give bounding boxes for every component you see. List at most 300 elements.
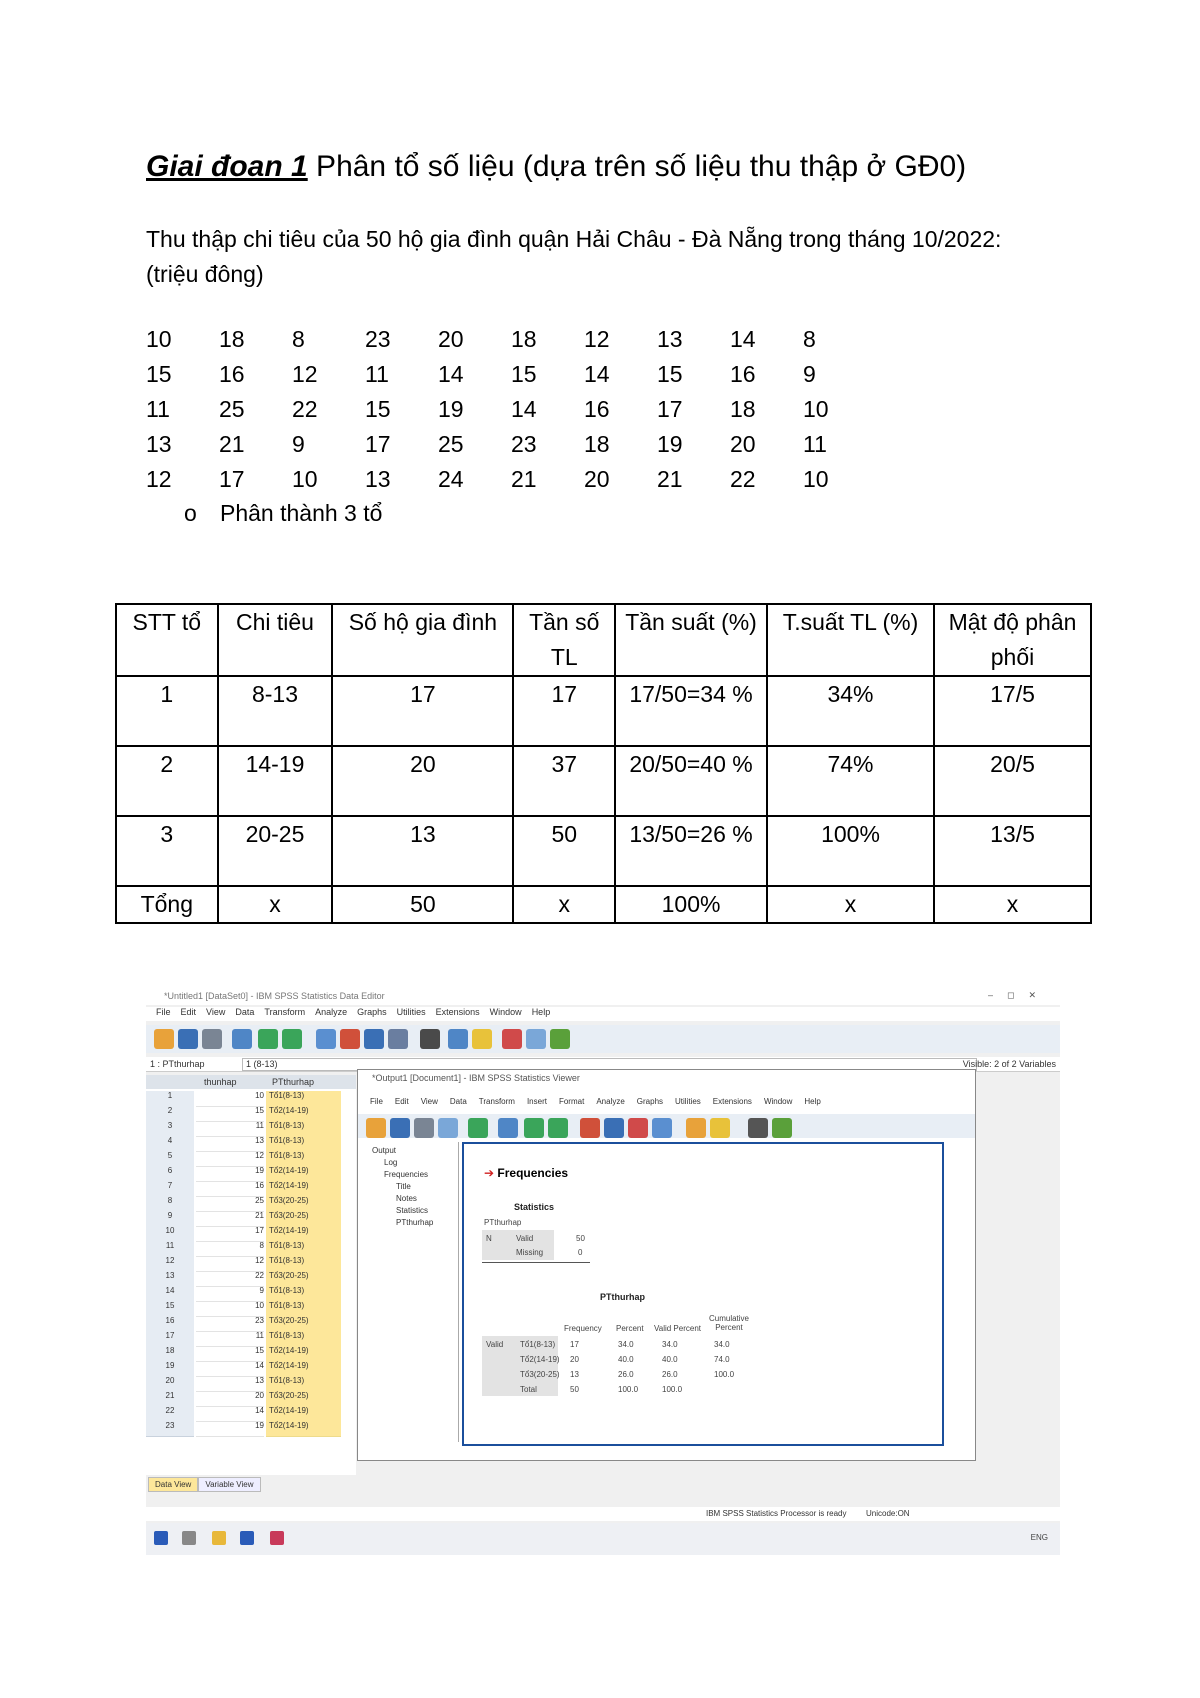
viewer-menu-item[interactable]: Format xyxy=(558,1097,585,1106)
row-number[interactable]: 2 xyxy=(146,1106,194,1122)
raw-data-value: 20 xyxy=(438,326,464,352)
find-icon[interactable] xyxy=(420,1029,440,1049)
raw-data-value: 19 xyxy=(657,431,683,457)
table-cell: 100% xyxy=(615,886,767,923)
ptthurhap-cell[interactable]: Tổ2(14-19) xyxy=(266,1346,341,1362)
thunhap-cell[interactable]: 13 xyxy=(196,1136,264,1152)
outline-item[interactable]: Title xyxy=(396,1182,411,1191)
thunhap-cell[interactable]: 15 xyxy=(196,1346,264,1362)
viewer-menu-item[interactable]: File xyxy=(370,1097,383,1106)
freq-output-cell: Total xyxy=(520,1385,537,1394)
ptthurhap-cell[interactable]: Tổ1(8-13) xyxy=(266,1376,341,1392)
raw-data-value: 10 xyxy=(803,466,829,492)
freq-output-cell: 40.0 xyxy=(662,1355,678,1364)
outline-item[interactable]: Notes xyxy=(396,1194,417,1203)
raw-data-value: 20 xyxy=(730,431,756,457)
raw-data-value: 17 xyxy=(219,466,245,492)
table-header: Tần suất (%) xyxy=(615,604,767,676)
statistics-title: Statistics xyxy=(514,1202,555,1212)
table-cell: x xyxy=(934,886,1091,923)
row-number[interactable]: 3 xyxy=(146,1121,194,1137)
toolbar xyxy=(146,1025,1060,1053)
cell-reference: 1 : PTthurhap xyxy=(150,1059,205,1069)
row-number[interactable]: 5 xyxy=(146,1151,194,1167)
thunhap-cell[interactable]: 12 xyxy=(196,1256,264,1272)
raw-data-value: 14 xyxy=(511,396,537,422)
viewer-menu-item[interactable]: Insert xyxy=(526,1097,547,1106)
processor-status: IBM SPSS Statistics Processor is ready xyxy=(706,1509,847,1518)
raw-data-value: 14 xyxy=(438,361,464,387)
thunhap-cell[interactable]: 9 xyxy=(196,1286,264,1302)
ptthurhap-cell[interactable]: Tổ3(20-25) xyxy=(266,1391,341,1407)
outline-item[interactable]: Log xyxy=(384,1158,398,1167)
menu-bar xyxy=(146,1007,1060,1021)
raw-data-value: 18 xyxy=(219,326,245,352)
viewer-insert-icon[interactable] xyxy=(772,1118,792,1138)
stats-valid-value: 50 xyxy=(576,1234,585,1243)
raw-data-value: 12 xyxy=(146,466,172,492)
table-header: STT tổ xyxy=(116,604,218,676)
store-icon[interactable] xyxy=(240,1531,254,1545)
system-tray-language[interactable]: ENG xyxy=(1030,1533,1048,1542)
raw-data-value: 17 xyxy=(657,396,683,422)
raw-data-value: 9 xyxy=(803,361,816,387)
table-cell: 50 xyxy=(513,816,615,886)
output-pane xyxy=(462,1142,944,1446)
bullet-marker: o xyxy=(184,500,197,526)
viewer-undo-icon[interactable] xyxy=(524,1118,544,1138)
raw-data-row xyxy=(146,326,876,361)
freq-output-cell: Tổ1(8-13) xyxy=(520,1340,556,1349)
row-number[interactable]: 11 xyxy=(146,1241,194,1257)
viewer-menu-item[interactable]: View xyxy=(420,1097,438,1106)
raw-data-value: 10 xyxy=(146,326,172,352)
thunhap-cell[interactable]: 25 xyxy=(196,1196,264,1212)
row-number[interactable]: 19 xyxy=(146,1361,194,1377)
raw-data-value: 23 xyxy=(365,326,391,352)
viewer-chart-icon[interactable] xyxy=(628,1118,648,1138)
grid-header-ptthurhap[interactable]: PTthurhap xyxy=(272,1077,315,1087)
window-controls[interactable]: –◻✕ xyxy=(987,990,1050,1000)
menu-item[interactable]: Window xyxy=(489,1007,522,1017)
row-number[interactable]: 12 xyxy=(146,1256,194,1272)
thunhap-cell[interactable]: 13 xyxy=(196,1376,264,1392)
raw-data-value: 11 xyxy=(365,361,389,387)
thunhap-cell[interactable]: 20 xyxy=(196,1391,264,1407)
menu-item[interactable]: File xyxy=(156,1007,171,1017)
ptthurhap-cell[interactable]: Tổ3(20-25) xyxy=(266,1316,341,1332)
viewer-save-icon[interactable] xyxy=(390,1118,410,1138)
thunhap-cell[interactable]: 11 xyxy=(196,1331,264,1347)
ptthurhap-cell[interactable]: Tổ1(8-13) xyxy=(266,1151,341,1167)
row-number[interactable]: 4 xyxy=(146,1136,194,1152)
table-cell: 17/5 xyxy=(934,676,1091,746)
raw-data-value: 11 xyxy=(146,396,170,422)
heading-rest: Phân tổ số liệu (dựa trên số liệu thu thập ở GĐ0) xyxy=(307,150,967,183)
table-header: Số hộ gia đình xyxy=(332,604,513,676)
thunhap-cell[interactable]: 10 xyxy=(196,1091,264,1107)
thunhap-cell[interactable]: 22 xyxy=(196,1271,264,1287)
table-row xyxy=(116,816,1091,886)
thunhap-cell[interactable]: 10 xyxy=(196,1301,264,1317)
row-number[interactable]: 9 xyxy=(146,1211,194,1227)
table-cell: 100% xyxy=(767,816,934,886)
freq-valid-label: Valid xyxy=(486,1340,504,1349)
raw-data-value: 18 xyxy=(730,396,756,422)
file-explorer-icon[interactable] xyxy=(212,1531,226,1545)
row-number[interactable]: 8 xyxy=(146,1196,194,1212)
undo-icon[interactable] xyxy=(258,1029,278,1049)
thunhap-cell[interactable]: 16 xyxy=(196,1181,264,1197)
raw-data-value: 13 xyxy=(146,431,172,457)
bullet-item xyxy=(184,500,382,527)
raw-data-value: 17 xyxy=(365,431,391,457)
table-row xyxy=(116,746,1091,816)
grid-header xyxy=(146,1075,356,1089)
raw-data-value: 16 xyxy=(219,361,245,387)
ptthurhap-cell[interactable]: Tổ2(14-19) xyxy=(266,1421,341,1437)
goto-variable-icon[interactable] xyxy=(340,1029,360,1049)
raw-data-row xyxy=(146,361,876,396)
raw-data-value: 15 xyxy=(511,361,537,387)
viewer-menu xyxy=(358,1096,975,1108)
freq-output-cell: 50 xyxy=(570,1385,579,1394)
start-icon[interactable] xyxy=(154,1531,168,1545)
ptthurhap-cell[interactable]: Tổ2(14-19) xyxy=(266,1166,341,1182)
menu-item[interactable]: Edit xyxy=(180,1007,197,1017)
thunhap-cell[interactable]: 15 xyxy=(196,1106,264,1122)
thunhap-cell[interactable]: 19 xyxy=(196,1421,264,1437)
row-number[interactable]: 13 xyxy=(146,1271,194,1287)
raw-data-value: 24 xyxy=(438,466,464,492)
raw-data-value: 25 xyxy=(438,431,464,457)
thunhap-cell[interactable]: 19 xyxy=(196,1166,264,1182)
raw-data-value: 16 xyxy=(730,361,756,387)
dialog-recall-icon[interactable] xyxy=(232,1029,252,1049)
thunhap-cell[interactable]: 12 xyxy=(196,1151,264,1167)
table-cell: x xyxy=(513,886,615,923)
raw-data-row xyxy=(146,396,876,431)
raw-data-value: 22 xyxy=(730,466,756,492)
menu-item[interactable]: View xyxy=(206,1007,226,1017)
thunhap-cell[interactable]: 8 xyxy=(196,1241,264,1257)
viewer-menu-item[interactable]: Extensions xyxy=(712,1097,752,1106)
outline-tree xyxy=(358,1142,459,1442)
viewer-redo-icon[interactable] xyxy=(548,1118,568,1138)
spss-screenshot xyxy=(146,987,1060,1555)
table-cell: 17/50=34 % xyxy=(615,676,767,746)
raw-data-value: 15 xyxy=(365,396,391,422)
ptthurhap-cell[interactable]: Tổ1(8-13) xyxy=(266,1091,341,1107)
stats-variable: PTthurhap xyxy=(484,1218,522,1227)
data-grid xyxy=(146,1075,356,1475)
viewer-open-icon[interactable] xyxy=(366,1118,386,1138)
print-icon[interactable] xyxy=(202,1029,222,1049)
table-cell: 20/50=40 % xyxy=(615,746,767,816)
stats-missing-value: 0 xyxy=(578,1248,583,1257)
ptthurhap-cell[interactable]: Tổ1(8-13) xyxy=(266,1241,341,1257)
freq-output-cell: 17 xyxy=(570,1340,579,1349)
ptthurhap-cell[interactable]: Tổ1(8-13) xyxy=(266,1136,341,1152)
stats-valid-label: Valid xyxy=(516,1234,534,1243)
raw-data-value: 15 xyxy=(657,361,683,387)
freq-table-title: PTthurhap xyxy=(600,1292,645,1302)
viewer-menu-item[interactable]: Utilities xyxy=(675,1097,701,1106)
viewer-recall-icon[interactable] xyxy=(498,1118,518,1138)
freq-output-cell: 100.0 xyxy=(662,1385,683,1394)
table-cell: x xyxy=(218,886,333,923)
row-number[interactable]: 7 xyxy=(146,1181,194,1197)
intro-text: Thu thập chi tiêu của 50 hộ gia đình quận Hải Châu - Đà Nẵng trong tháng 10/2022: (triệu đông) xyxy=(146,226,1002,287)
viewer-menu-item[interactable]: Graphs xyxy=(636,1097,664,1106)
row-number[interactable]: 18 xyxy=(146,1346,194,1362)
menu-item[interactable]: Graphs xyxy=(357,1007,387,1017)
heading-lead: Giai đoan 1 xyxy=(146,150,308,183)
table-cell: 13/50=26 % xyxy=(615,816,767,886)
viewer-hide-icon[interactable] xyxy=(748,1118,768,1138)
raw-data-value: 9 xyxy=(292,431,305,457)
raw-data-value: 21 xyxy=(657,466,683,492)
table-cell: 37 xyxy=(513,746,615,816)
table-cell: 17 xyxy=(332,676,513,746)
freq-output-cell: 13 xyxy=(570,1370,579,1379)
table-header: Chi tiêu xyxy=(218,604,333,676)
save-icon[interactable] xyxy=(178,1029,198,1049)
raw-data-value: 8 xyxy=(292,326,305,352)
outline-item[interactable]: PTthurhap xyxy=(396,1218,434,1227)
table-cell: 20/5 xyxy=(934,746,1091,816)
open-icon[interactable] xyxy=(154,1029,174,1049)
goto-case-icon[interactable] xyxy=(316,1029,336,1049)
table-icon[interactable] xyxy=(472,1029,492,1049)
raw-data-value: 16 xyxy=(584,396,610,422)
stats-n: N xyxy=(486,1234,492,1243)
viewer-menu-item[interactable]: Window xyxy=(763,1097,793,1106)
table-cell: Tổng xyxy=(116,886,218,923)
raw-data-value: 18 xyxy=(584,431,610,457)
menu-item[interactable]: Analyze xyxy=(315,1007,348,1017)
freq-output-cell: Tổ2(14-19) xyxy=(520,1355,560,1364)
table-cell: 2 xyxy=(116,746,218,816)
viewer-title: *Output1 [Document1] - IBM SPSS Statistics Viewer xyxy=(372,1073,580,1083)
freq-output-cell: 34.0 xyxy=(662,1340,678,1349)
viewer-export-icon[interactable] xyxy=(468,1118,488,1138)
redo-icon[interactable] xyxy=(282,1029,302,1049)
output-viewer-window xyxy=(357,1069,976,1461)
grid-icon[interactable] xyxy=(448,1029,468,1049)
table-cell: 3 xyxy=(116,816,218,886)
ptthurhap-cell[interactable]: Tổ3(20-25) xyxy=(266,1211,341,1227)
viewer-designate-icon[interactable] xyxy=(686,1118,706,1138)
window-title: *Untitled1 [DataSet0] - IBM SPSS Statistics Data Editor xyxy=(164,991,385,1001)
raw-data-value: 10 xyxy=(292,466,318,492)
outline-item[interactable]: Statistics xyxy=(396,1206,429,1215)
cell-value[interactable]: 1 (8-13) xyxy=(242,1058,977,1071)
table-cell: 8-13 xyxy=(218,676,333,746)
menu-item[interactable]: Data xyxy=(235,1007,255,1017)
row-number[interactable]: 14 xyxy=(146,1286,194,1302)
viewer-menu-item[interactable]: Data xyxy=(449,1097,467,1106)
viewer-table-icon[interactable] xyxy=(652,1118,672,1138)
raw-data-value: 19 xyxy=(438,396,464,422)
frequencies-heading: ➔ Frequencies xyxy=(484,1166,568,1180)
table-cell: 50 xyxy=(332,886,513,923)
table-header: Mật độ phân phối xyxy=(934,604,1091,676)
raw-data-value: 20 xyxy=(584,466,610,492)
freq-header-percent: Percent xyxy=(616,1324,644,1333)
variables-icon[interactable] xyxy=(364,1029,384,1049)
grid-header-thunhap[interactable]: thunhap xyxy=(204,1077,237,1087)
frequency-table xyxy=(115,603,1092,924)
viewer-preview-icon[interactable] xyxy=(438,1118,458,1138)
row-number[interactable]: 23 xyxy=(146,1421,194,1437)
thunhap-cell[interactable]: 21 xyxy=(196,1211,264,1227)
raw-data-value: 22 xyxy=(292,396,318,422)
raw-data-value: 13 xyxy=(365,466,391,492)
menu-item[interactable]: Transform xyxy=(264,1007,306,1017)
unicode-status: Unicode:ON xyxy=(866,1509,910,1518)
raw-data-value: 11 xyxy=(803,431,827,457)
freq-header-frequency: Frequency xyxy=(564,1324,602,1333)
ptthurhap-cell[interactable]: Tổ1(8-13) xyxy=(266,1331,341,1347)
view-tabs xyxy=(148,1477,261,1492)
row-number[interactable]: 17 xyxy=(146,1331,194,1347)
thunhap-cell[interactable]: 11 xyxy=(196,1121,264,1137)
stats-rule xyxy=(482,1262,590,1263)
freq-output-cell: 34.0 xyxy=(618,1340,634,1349)
raw-data-value: 14 xyxy=(730,326,756,352)
freq-output-cell: 26.0 xyxy=(618,1370,634,1379)
row-number[interactable]: 21 xyxy=(146,1391,194,1407)
table-row xyxy=(116,676,1091,746)
row-number[interactable]: 22 xyxy=(146,1406,194,1422)
raw-data-row xyxy=(146,431,876,466)
viewer-toolbar xyxy=(358,1114,975,1138)
raw-data-value: 15 xyxy=(146,361,172,387)
freq-output-cell: 26.0 xyxy=(662,1370,678,1379)
viewer-variables-icon[interactable] xyxy=(604,1118,624,1138)
row-number[interactable]: 15 xyxy=(146,1301,194,1317)
ptthurhap-cell[interactable]: Tổ2(14-19) xyxy=(266,1406,341,1422)
viewer-menu-item[interactable]: Help xyxy=(804,1097,821,1106)
raw-data-value: 10 xyxy=(803,396,829,422)
table-row xyxy=(116,886,1091,923)
raw-data-value: 12 xyxy=(584,326,610,352)
ptthurhap-cell[interactable]: Tổ2(14-19) xyxy=(266,1361,341,1377)
windows-taskbar xyxy=(146,1523,1060,1555)
window-titlebar xyxy=(146,987,1060,1005)
row-number[interactable]: 10 xyxy=(146,1226,194,1242)
tab-data-view[interactable]: Data View xyxy=(148,1477,198,1492)
ptthurhap-cell[interactable]: Tổ1(8-13) xyxy=(266,1286,341,1302)
bullet-text: Phân thành 3 tổ xyxy=(220,500,383,526)
freq-output-cell: 100.0 xyxy=(618,1385,639,1394)
freq-output-cell: 74.0 xyxy=(714,1355,730,1364)
freq-output-cell: 100.0 xyxy=(714,1370,735,1379)
ptthurhap-cell[interactable]: Tổ2(14-19) xyxy=(266,1226,341,1242)
ptthurhap-cell[interactable]: Tổ2(14-19) xyxy=(266,1106,341,1122)
row-number[interactable]: 20 xyxy=(146,1376,194,1392)
raw-data-value: 18 xyxy=(511,326,537,352)
ptthurhap-cell[interactable]: Tổ1(8-13) xyxy=(266,1121,341,1137)
row-number[interactable]: 1 xyxy=(146,1091,194,1107)
raw-data-value: 23 xyxy=(511,431,537,457)
raw-data-value: 21 xyxy=(219,431,245,457)
thunhap-cell[interactable]: 17 xyxy=(196,1226,264,1242)
viewer-show-icon[interactable] xyxy=(710,1118,730,1138)
raw-data-value: 14 xyxy=(584,361,610,387)
menu-item[interactable]: Extensions xyxy=(435,1007,480,1017)
table-cell: 74% xyxy=(767,746,934,816)
thunhap-cell[interactable]: 14 xyxy=(196,1361,264,1377)
table-cell: 17 xyxy=(513,676,615,746)
raw-data-row xyxy=(146,466,876,501)
table-cell: 20 xyxy=(332,746,513,816)
table-cell: x xyxy=(767,886,934,923)
value-labels-icon[interactable] xyxy=(502,1029,522,1049)
tab-variable-view[interactable]: Variable View xyxy=(198,1477,260,1492)
viewer-menu-item[interactable]: Analyze xyxy=(596,1097,625,1106)
raw-data-value: 12 xyxy=(292,361,318,387)
raw-data-value: 25 xyxy=(219,396,245,422)
thunhap-cell[interactable]: 23 xyxy=(196,1316,264,1332)
freq-header-cumulative: Cumulative Percent xyxy=(708,1314,749,1332)
status-bar xyxy=(146,1507,1060,1521)
visible-variables: Visible: 2 of 2 Variables xyxy=(962,1059,1056,1069)
table-cell: 34% xyxy=(767,676,934,746)
freq-output-cell: Tổ3(20-25) xyxy=(520,1370,560,1379)
thunhap-cell[interactable]: 14 xyxy=(196,1406,264,1422)
table-header: T.suất TL (%) xyxy=(767,604,934,676)
raw-data-value: 8 xyxy=(803,326,816,352)
ptthurhap-cell[interactable]: Tổ1(8-13) xyxy=(266,1301,341,1317)
stats-missing-label: Missing xyxy=(516,1248,544,1257)
table-cell: 1 xyxy=(116,676,218,746)
outline-item[interactable]: Frequencies xyxy=(384,1170,429,1179)
table-cell: 13/5 xyxy=(934,816,1091,886)
table-header: Tần số TL xyxy=(513,604,615,676)
freq-header-valid-percent: Valid Percent xyxy=(654,1324,701,1333)
ptthurhap-cell[interactable]: Tổ1(8-13) xyxy=(266,1256,341,1272)
raw-data-value: 21 xyxy=(511,466,537,492)
freq-output-cell: 34.0 xyxy=(714,1340,730,1349)
use-sets-icon[interactable] xyxy=(526,1029,546,1049)
viewer-menu-item[interactable]: Edit xyxy=(394,1097,409,1106)
raw-data-value: 13 xyxy=(657,326,683,352)
viewer-goto-icon[interactable] xyxy=(580,1118,600,1138)
raw-data-table xyxy=(146,326,876,501)
split-icon[interactable] xyxy=(388,1029,408,1049)
freq-output-cell: 40.0 xyxy=(618,1355,634,1364)
table-cell: 14-19 xyxy=(218,746,333,816)
menu-item[interactable]: Utilities xyxy=(396,1007,426,1017)
viewer-print-icon[interactable] xyxy=(414,1118,434,1138)
menu-item[interactable]: Help xyxy=(531,1007,551,1017)
search-icon[interactable] xyxy=(182,1531,196,1545)
ptthurhap-cell[interactable]: Tổ3(20-25) xyxy=(266,1271,341,1287)
ptthurhap-cell[interactable]: Tổ2(14-19) xyxy=(266,1181,341,1197)
ptthurhap-cell[interactable]: Tổ3(20-25) xyxy=(266,1196,341,1212)
table-cell: 13 xyxy=(332,816,513,886)
table-cell: 20-25 xyxy=(218,816,333,886)
row-number[interactable]: 6 xyxy=(146,1166,194,1182)
outline-item[interactable]: Output xyxy=(372,1146,397,1155)
viewer-menu-item[interactable]: Transform xyxy=(478,1097,515,1106)
page-heading xyxy=(146,150,966,184)
spelling-icon[interactable] xyxy=(550,1029,570,1049)
row-number[interactable]: 16 xyxy=(146,1316,194,1332)
spss-app-icon[interactable] xyxy=(270,1531,284,1545)
